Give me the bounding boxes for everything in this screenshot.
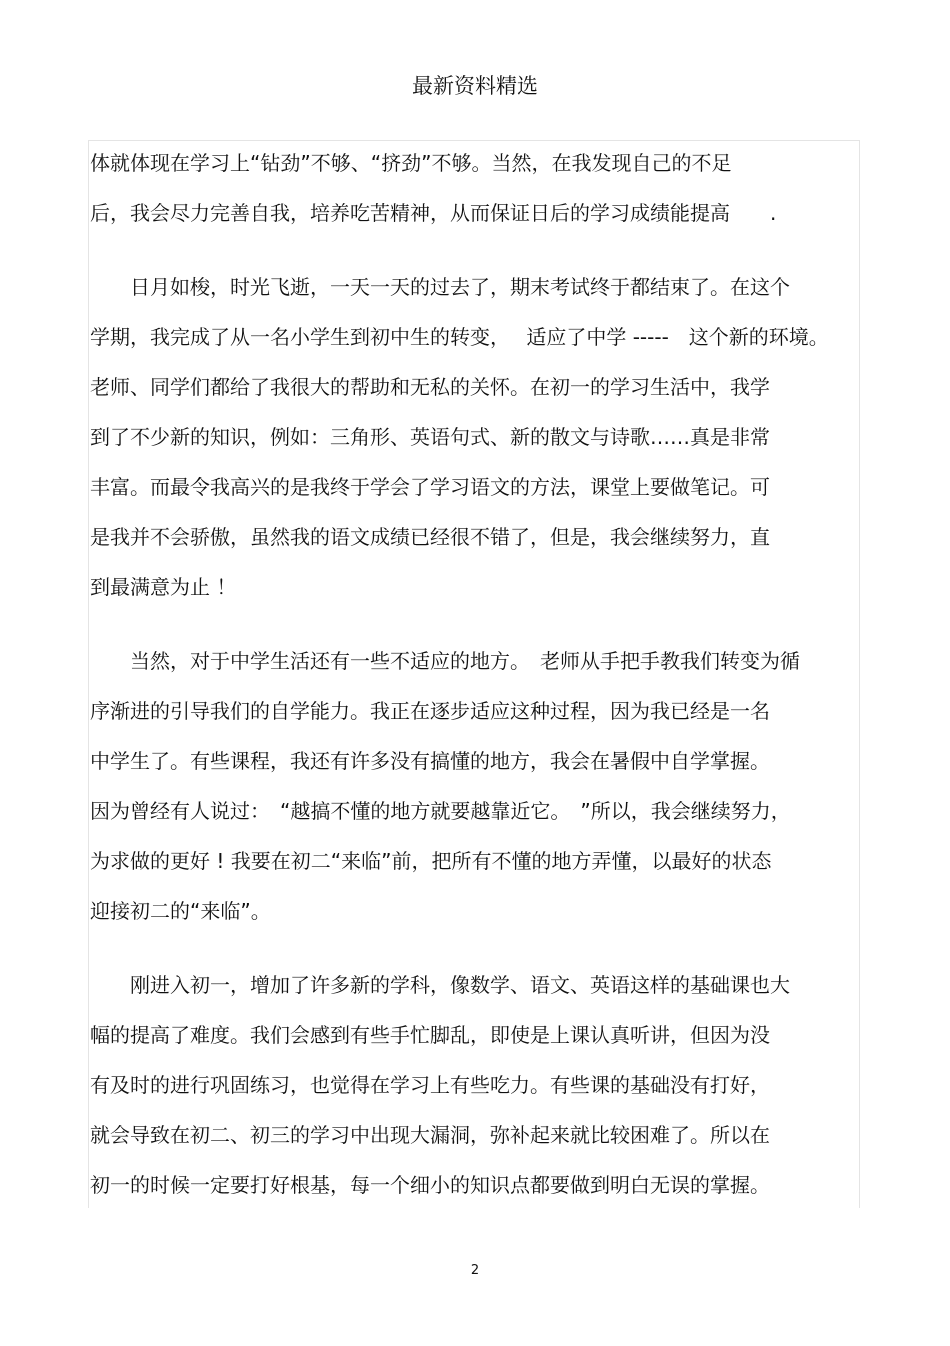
text-line: 后，我会尽力完善自我，培养吃苦精神，从而保证日后的学习成绩能提高 .: [90, 201, 777, 225]
text-line: 日月如梭，时光飞逝，一天一天的过去了，期末考试终于都结束了。在这个: [90, 275, 790, 299]
text-line: 迎接初二的“来临”。: [90, 899, 271, 923]
page-header-title: 最新资料精选: [412, 74, 538, 98]
page-number: 2: [470, 1263, 480, 1278]
text-line: 序渐进的引导我们的自学能力。我正在逐步适应这种过程，因为我已经是一名: [90, 699, 770, 723]
text-line: 体就体现在学习上“钻劲”不够、“挤劲”不够。当然，在我发现自己的不足: [90, 151, 732, 175]
text-line: 中学生了。有些课程，我还有许多没有搞懂的地方，我会在暑假中自学掌握。: [90, 749, 770, 773]
text-line: 刚进入初一，增加了许多新的学科，像数学、语文、英语这样的基础课也大: [90, 973, 790, 997]
text-line: 幅的提高了难度。我们会感到有些手忙脚乱，即使是上课认真听讲，但因为没: [90, 1023, 770, 1047]
text-line: 当然，对于中学生活还有一些不适应的地方。 老师从手把手教我们转变为循: [90, 649, 800, 673]
text-line: 有及时的进行巩固练习，也觉得在学习上有些吃力。有些课的基础没有打好，: [90, 1073, 770, 1097]
text-line: 学期，我完成了从一名小学生到初中生的转变， 适应了中学 ----- 这个新的环境。: [90, 325, 829, 349]
text-line: 初一的时候一定要打好根基，每一个细小的知识点都要做到明白无误的掌握。: [90, 1173, 770, 1197]
text-line: 到了不少新的知识，例如：三角形、英语句式、新的散文与诗歌……真是非常: [90, 425, 770, 449]
text-line: 丰富。而最令我高兴的是我终于学会了学习语文的方法，课堂上要做笔记。可: [90, 475, 770, 499]
text-line: 是我并不会骄傲，虽然我的语文成绩已经很不错了，但是，我会继续努力，直: [90, 525, 770, 549]
text-line: 到最满意为止 ！: [90, 575, 237, 599]
text-line: 为求做的更好 ! 我要在初二“来临”前，把所有不懂的地方弄懂，以最好的状态: [90, 849, 772, 873]
text-line: 因为曾经有人说过： “越搞不懂的地方就要越靠近它。 ”所以，我会继续努力，: [90, 799, 791, 823]
text-line: 老师、同学们都给了我很大的帮助和无私的关怀。在初一的学习生活中，我学: [90, 375, 770, 399]
text-line: 就会导致在初二、初三的学习中出现大漏洞，弥补起来就比较困难了。所以在: [90, 1123, 770, 1147]
